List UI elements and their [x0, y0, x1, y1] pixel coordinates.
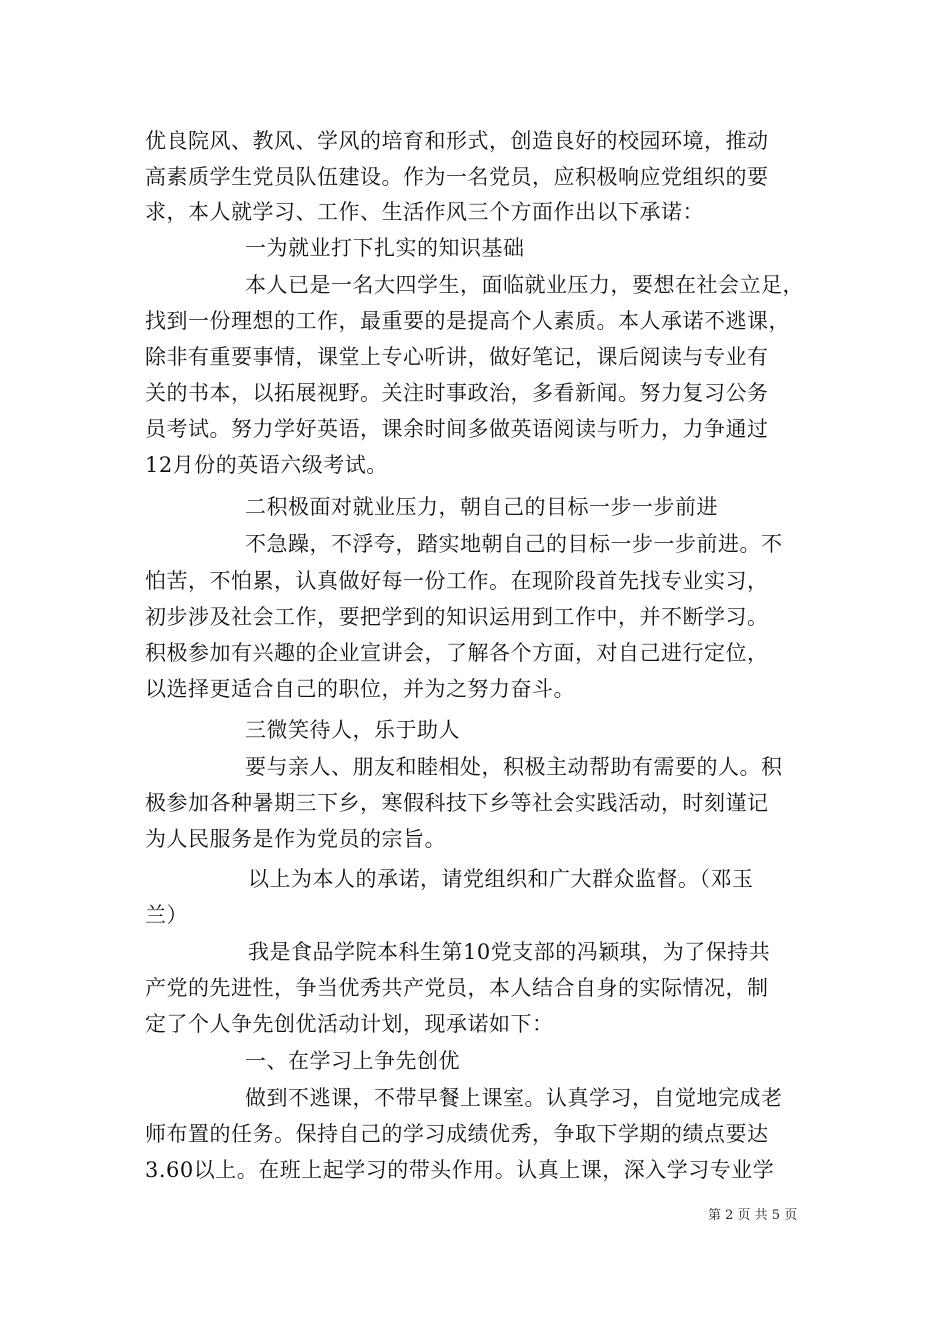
text-line: 我是食品学院本科生第10党支部的冯颖琪，为了保持共 — [248, 940, 771, 964]
text-line: 定了个人争先创优活动计划，现承诺如下： — [145, 1012, 554, 1036]
text-line: 做到不逃课，不带早餐上课室。认真学习，自觉地完成老 — [245, 1086, 783, 1110]
text-line: 极参加各种暑期三下乡，寒假科技下乡等社会实践活动，时刻谨记 — [145, 791, 769, 815]
text-line: 以选择更适合自己的职位，并为之努力奋斗。 — [145, 677, 575, 701]
section-heading: 二积极面对就业压力，朝自己的目标一步一步前进 — [245, 495, 718, 519]
text-line: 不急躁，不浮夸，踏实地朝自己的目标一步一步前进。不 — [245, 532, 783, 556]
text-line: 3.60以上。在班上起学习的带头作用。认真上课，深入学习专业学 — [145, 1158, 775, 1182]
text-line: 优良院风、教风、学风的培育和形式，创造良好的校园环境，推动 — [145, 129, 769, 153]
text-line: 除非有重要事情，课堂上专心听讲，做好笔记，课后阅读与专业有 — [145, 345, 769, 369]
section-heading: 一为就业打下扎实的知识基础 — [245, 236, 525, 260]
text-line: 本人已是一名大四学生，面临就业压力，要想在社会立足， — [245, 273, 804, 297]
text-line: 关的书本，以拓展视野。关注时事政治，多看新闻。努力复习公务 — [145, 381, 769, 405]
text-line: 找到一份理想的工作，最重要的是提高个人素质。本人承诺不逃课， — [145, 309, 790, 333]
text-line: 12月份的英语六级考试。 — [145, 453, 388, 477]
section-heading: 三微笑待人，乐于助人 — [245, 718, 460, 742]
text-line: 师布置的任务。保持自己的学习成绩优秀，争取下学期的绩点要达 — [145, 1122, 769, 1146]
page-number: 第 2 页 共 5 页 — [708, 1208, 798, 1223]
section-heading: 一、在学习上争先创优 — [245, 1049, 460, 1073]
text-line: 初步涉及社会工作，要把学到的知识运用到工作中，并不断学习。 — [145, 605, 769, 629]
text-line: 为人民服务是作为党员的宗旨。 — [145, 827, 446, 851]
text-line: 怕苦，不怕累，认真做好每一份工作。在现阶段首先找专业实习， — [145, 569, 769, 593]
text-line: 求，本人就学习、工作、生活作风三个方面作出以下承诺： — [145, 200, 704, 224]
text-line: 产党的先进性，争当优秀共产党员，本人结合自身的实际情况，制 — [145, 976, 769, 1000]
text-line: 积极参加有兴趣的企业宣讲会，了解各个方面，对自己进行定位， — [145, 641, 769, 665]
text-line: 员考试。努力学好英语，课余时间多做英语阅读与听力，力争通过 — [145, 417, 769, 441]
text-line: 兰） — [145, 903, 188, 927]
text-line: 高素质学生党员队伍建设。作为一名党员，应积极响应党组织的要 — [145, 165, 769, 189]
text-line: 要与亲人、朋友和睦相处，积极主动帮助有需要的人。积 — [245, 755, 783, 779]
text-line: 以上为本人的承诺，请党组织和广大群众监督。（邓玉 — [248, 867, 754, 891]
